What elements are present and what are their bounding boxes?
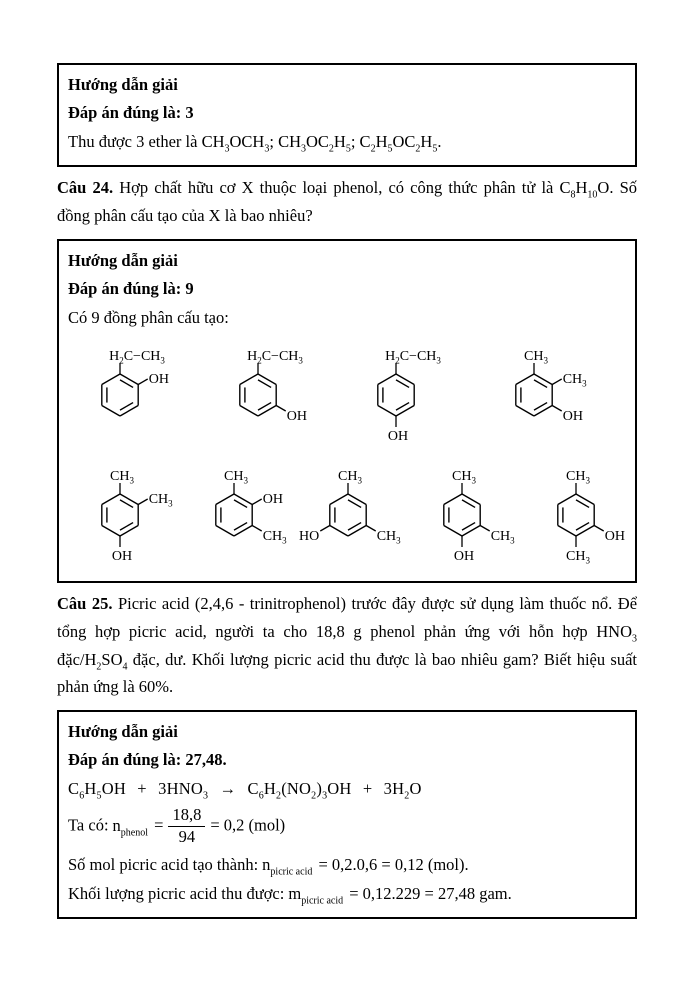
substituent-label: OH: [262, 492, 283, 508]
chemical-equation: $C_6H_5OH + 3HNO_3 \to C_6H_2(NO_2)_3OH + 3H_2O$: [68, 778, 422, 802]
substituent-label: OH: [148, 372, 169, 388]
correct-answer-line: Đáp án đúng là: 3: [68, 103, 194, 123]
question-25-label: Câu 25.: [57, 594, 113, 614]
benzene-isomer-4-ethylphenol: [346, 335, 458, 455]
substituent-label: $CH_3$: [566, 469, 590, 486]
substituent-label: $H_2C-CH_3$: [385, 349, 441, 366]
substituent-label: OH: [604, 529, 625, 545]
question-24-text: Hợp chất hữu cơ X thuộc loại phenol, có công thức phân tử là $C_8H_{10}O$. Số đồng phân cấu tạo của X là bao nhiêu?: [57, 178, 638, 226]
substituent-label: OH: [562, 409, 583, 425]
line-result: = 0,2 (mol): [210, 815, 286, 835]
solution-box-q25: [57, 710, 637, 919]
picric-mol-line: [68, 854, 625, 878]
correct-answer-line: Đáp án đúng là: 27,48.: [68, 750, 227, 770]
substituent-label: $CH_3$: [262, 529, 287, 546]
substituent-label: $CH_3$: [562, 372, 587, 389]
line-result: = 0,2.0,6 = 0,12 (mol).: [318, 855, 469, 875]
line-prefix: Số mol picric acid tạo thành:: [68, 855, 259, 875]
line-prefix: Ta có:: [68, 815, 109, 835]
substituent-label: $CH_3$: [110, 469, 134, 486]
solution-heading: Hướng dẫn giải: [68, 250, 178, 270]
correct-answer-line: Đáp án đúng là: 9: [68, 279, 194, 299]
solution-box-q24: [57, 239, 637, 583]
question-24-paragraph: [57, 174, 637, 229]
equals-sign: =: [154, 815, 164, 835]
solution-body-text: Thu được 3 ether là $CH_3OCH_3$; $CH_3OC_2H_5$; $C_2H_5OC_2H_5$.: [68, 131, 442, 155]
substituent-label: OH: [111, 549, 133, 565]
fraction: [168, 806, 205, 847]
benzene-isomer-2,3-dimethylphenol: [484, 335, 596, 455]
benzene-isomer-2,6-dimethylphenol: [184, 455, 296, 575]
benzene-isomer-3-ethylphenol: [208, 335, 320, 455]
fraction-denominator: 94: [178, 827, 196, 847]
substituent-label: OH: [387, 429, 409, 445]
mass-symbol: $m_{picric acid}$: [288, 883, 344, 906]
substituent-label: $CH_3$: [566, 549, 590, 566]
question-25-text: Picric acid (2,4,6 - trinitrophenol) trước đây được sử dụng làm thuốc nổ. Để tổng hợp picric acid, người ta cho 18,8 g phenol phản ứng với hỗn hợp $HNO_3$ đặc/$H_2SO_4$ đặc, dư. Khối lượng picric acid thu được là bao nhiêu gam? Biết hiệu suất phản ứng là 60%.: [57, 594, 638, 697]
substituent-label: OH: [286, 409, 307, 425]
fraction-numerator: 18,8: [168, 806, 205, 827]
substituent-label: HO: [299, 529, 320, 545]
benzene-isomer-3,4-dimethylphenol: [70, 455, 182, 575]
picric-mass-line: [68, 883, 625, 904]
mol-subscript: picric acid: [270, 866, 313, 878]
substituent-label: $CH_3$: [524, 349, 548, 366]
substituent-label: OH: [453, 549, 475, 565]
line-prefix: Khối lượng picric acid thu được:: [68, 883, 285, 903]
phenol-mol-line: [68, 806, 625, 847]
mol-symbol: $n_{phenol}$: [112, 815, 149, 838]
isomer-structures-row-2: [70, 455, 625, 575]
question-24-label: Câu 24.: [57, 178, 114, 198]
substituent-label: $H_2C-CH_3$: [247, 349, 303, 366]
question-25-paragraph: [57, 590, 637, 701]
mol-symbol: $n_{picric acid}$: [262, 855, 313, 878]
isomer-intro-text: Có 9 đồng phân cấu tạo:: [68, 307, 229, 327]
line-result: = 0,12.229 = 27,48 gam.: [349, 883, 512, 903]
substituent-label: $CH_3$: [338, 469, 362, 486]
mass-subscript: picric acid: [301, 894, 344, 906]
substituent-label: $H_2C-CH_3$: [109, 349, 165, 366]
benzene-isomer-2-ethylphenol: [70, 335, 182, 455]
substituent-label: $CH_3$: [452, 469, 476, 486]
benzene-isomer-3,5-dimethylphenol: [298, 455, 410, 575]
isomer-structures-row-1: [70, 335, 625, 455]
solution-heading: Hướng dẫn giải: [68, 75, 178, 94]
benzene-isomer-2,4-dimethylphenol: [412, 455, 524, 575]
solution-heading: Hướng dẫn giải: [68, 721, 178, 741]
solution-box-q23: [57, 63, 637, 167]
substituent-label: $CH_3$: [376, 529, 401, 546]
mol-subscript: phenol: [120, 826, 149, 838]
substituent-label: $CH_3$: [490, 529, 515, 546]
substituent-label: $CH_3$: [148, 492, 173, 509]
benzene-isomer-2,5-dimethylphenol: [526, 455, 638, 575]
substituent-label: $CH_3$: [224, 469, 248, 486]
document-content: [57, 63, 637, 919]
